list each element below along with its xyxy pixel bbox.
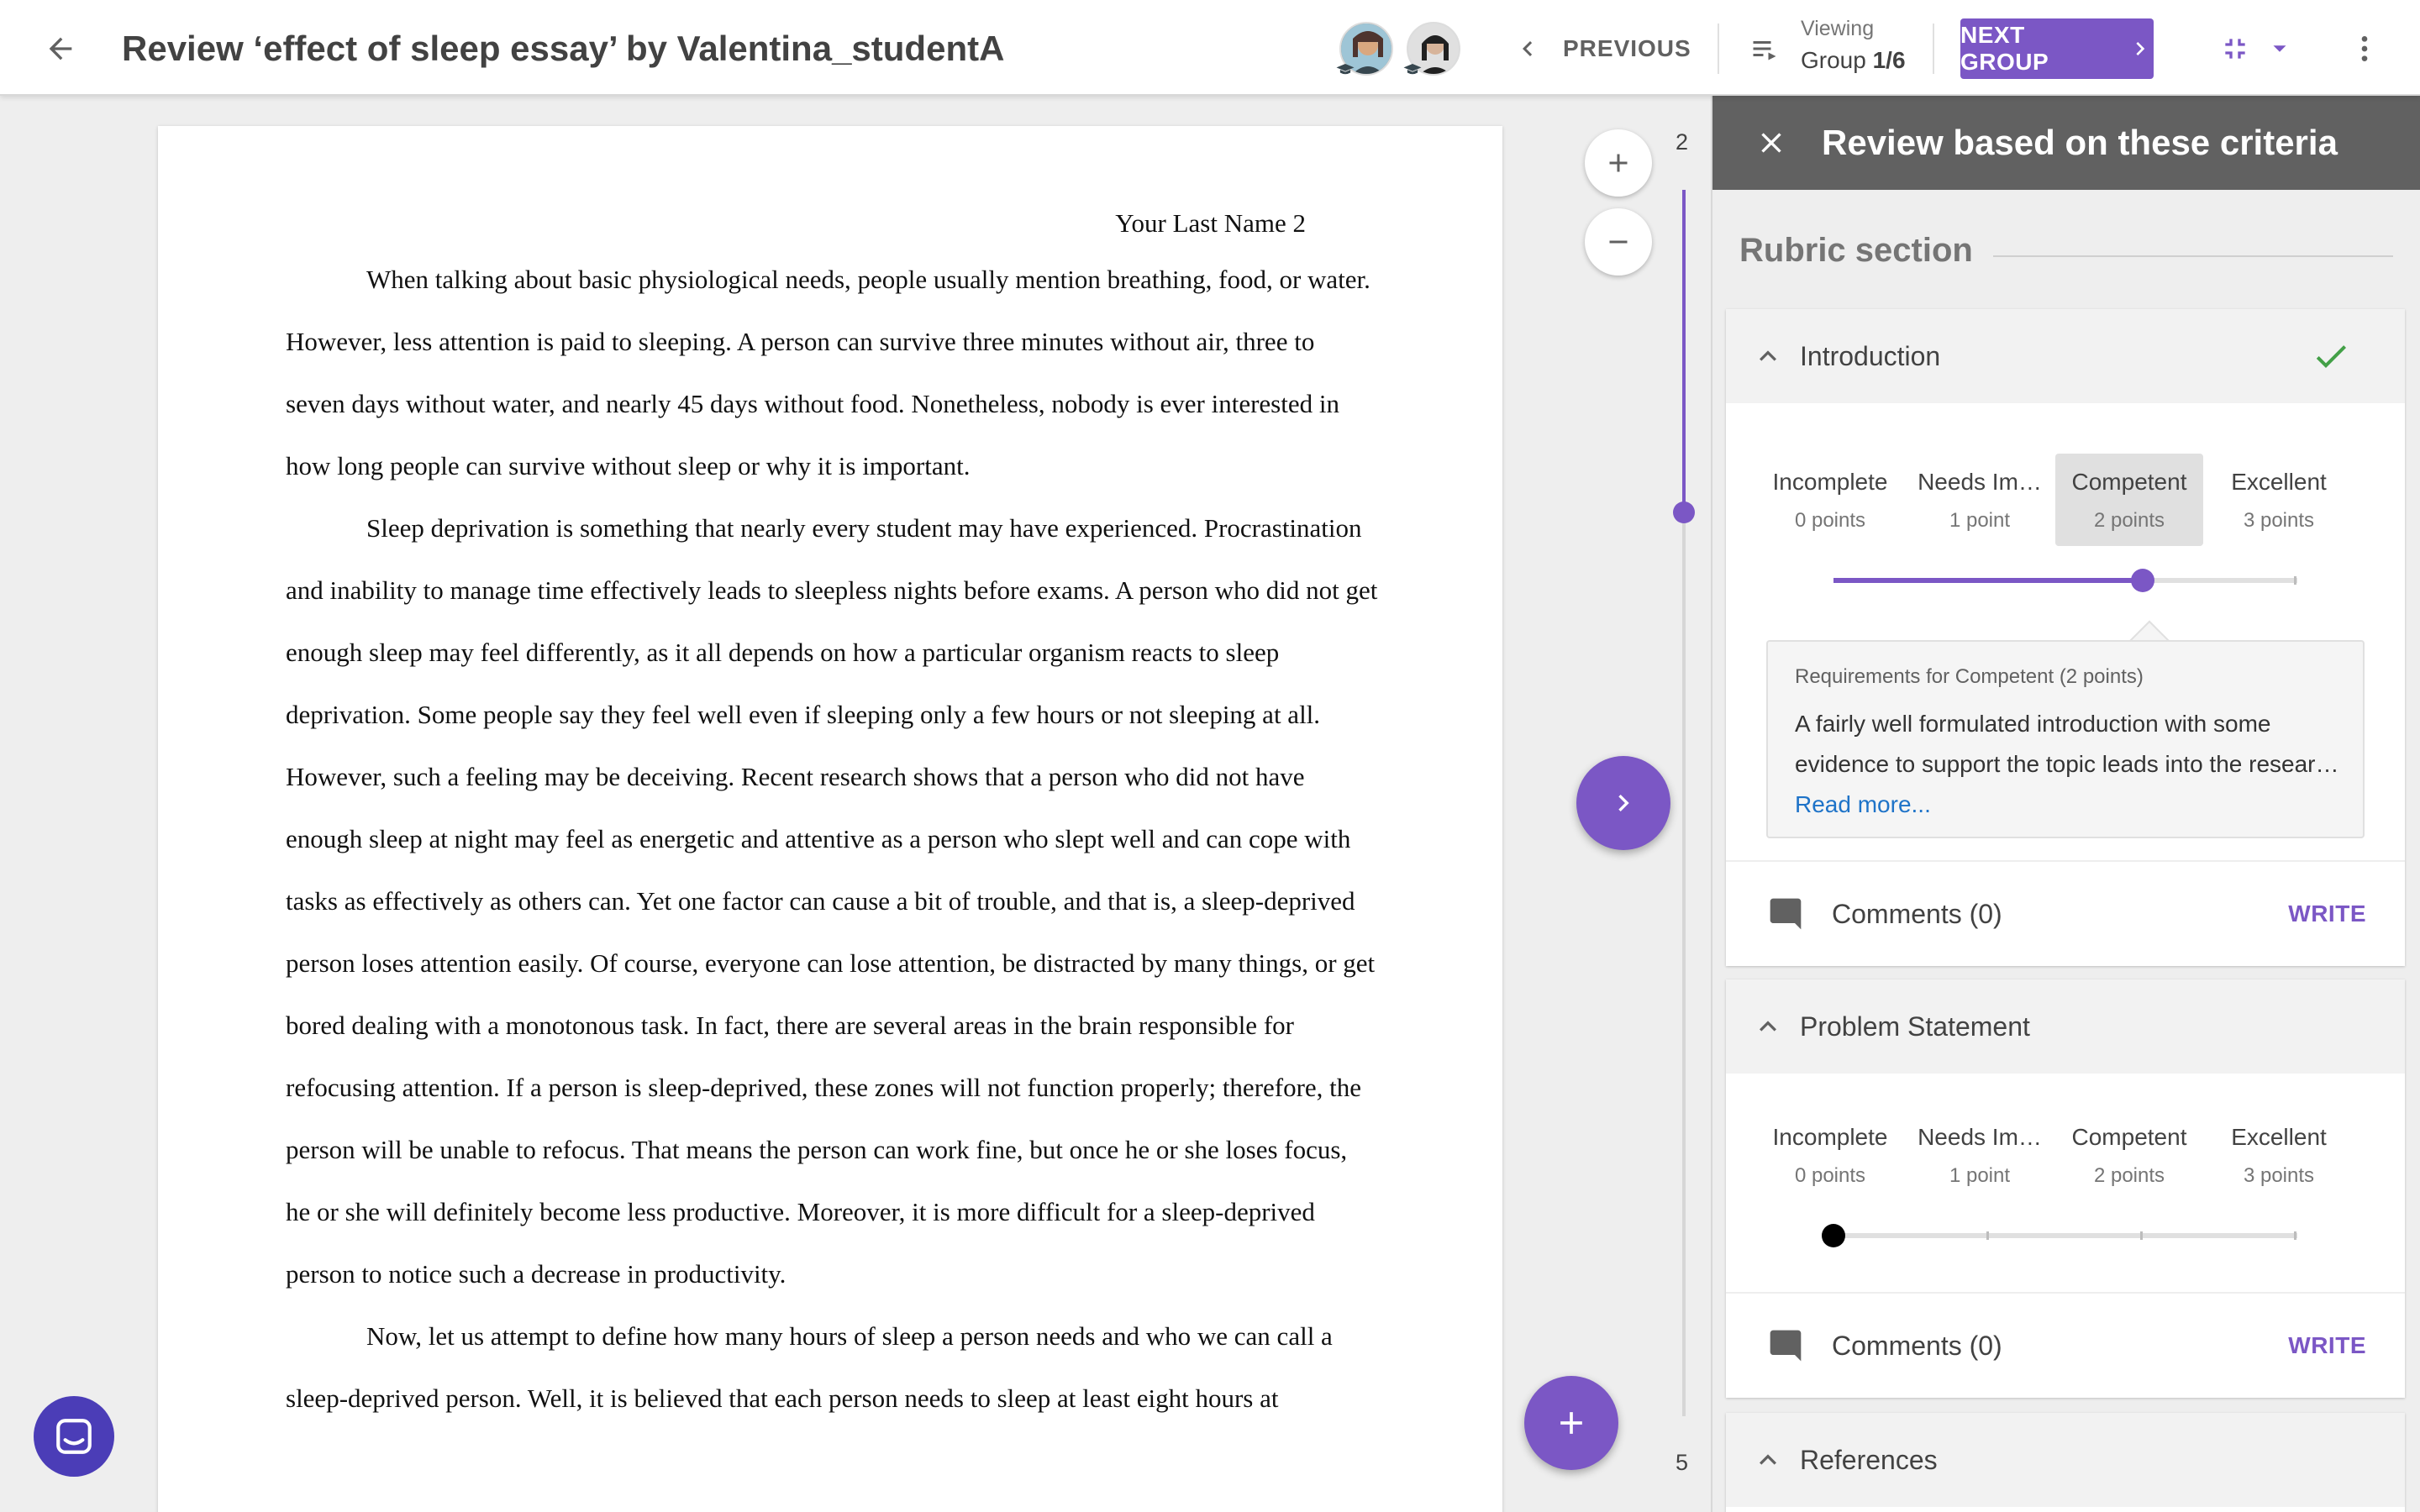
level-points: 2 points [2093, 509, 2165, 532]
paragraph: Sleep deprivation is something that nearly every student may have experienced. Procrastination and inability to manage time effectively leads to sleepless nights before exams. A person who did not get enough sleep may feel differently, as it all depends on how a particular organism reacts to sleep deprivation. Some people say they feel well even if sleeping only a few hours or not sleeping at all. However, such a feeling may be deceiving. Recent research shows that a person who did not have enough sleep at night may feel as energetic and attentive as a person who slept well and can cope with tasks as effectively as others can. Yet one factor can cause a bit of trouble, and that is, a sleep-deprived person loses attention easily. Of course, everyone can lose attention, be distracted by many things, or get bored dealing with a monotonous task. In fact, there are several areas in the brain responsible for refocusing attention. If a person is sleep-deprived, these zones will not function properly; therefore, the person will be unable to refocus. That means the person can work fine, but once he or she loses focus, he or she will definitely become less productive. Moreover, it is more difficult for a sleep-deprived person to notice such a decrease in productivity. [286, 513, 1378, 1289]
divider [1718, 24, 1719, 74]
minus-icon [1603, 227, 1634, 257]
requirements-box [1766, 640, 2365, 838]
viewing-group-value: 1/6 [1872, 47, 1906, 73]
list-icon [1749, 34, 1780, 64]
level-option[interactable] [2205, 1109, 2353, 1201]
current-page-number: 2 [1676, 129, 1689, 155]
slider-tick [2294, 1231, 2296, 1240]
level-option[interactable] [1906, 1109, 2054, 1201]
comment-icon [1766, 1327, 1805, 1364]
level-points: 3 points [2243, 509, 2315, 532]
next-page-button[interactable] [1576, 756, 1670, 850]
criterion-header[interactable] [1726, 979, 2405, 1074]
criterion-card-references [1726, 1413, 2405, 1512]
more-vert-icon [2348, 32, 2381, 66]
document-body [286, 249, 1378, 1430]
level-points: 1 point [1949, 1164, 2011, 1187]
chevron-up-icon [1751, 1010, 1785, 1043]
level-name: Needs Im… [1918, 469, 2042, 495]
level-points: 0 points [1794, 1164, 1866, 1187]
score-slider-fill [1833, 578, 2143, 583]
comment-icon [1766, 895, 1805, 932]
requirements-title: Requirements for Competent (2 points) [1795, 665, 2144, 688]
slider-tick [2140, 1231, 2143, 1240]
level-points: 2 points [2093, 1164, 2165, 1187]
last-page-number: 5 [1676, 1450, 1689, 1475]
comments-label: Comments (0) [1832, 899, 2002, 929]
level-option[interactable] [1906, 454, 2054, 546]
comments-row [1726, 860, 2405, 964]
level-name: Excellent [2231, 1124, 2327, 1150]
level-points: 1 point [1949, 509, 2011, 532]
divider [1993, 255, 2393, 257]
page-scrollbar-thumb[interactable] [1673, 501, 1695, 523]
viewing-label: Viewing [1801, 17, 1875, 40]
fullscreen-exit-icon [2218, 32, 2252, 66]
level-name: Incomplete [1772, 1124, 1888, 1150]
write-comment-button[interactable]: WRITE [2288, 1332, 2366, 1358]
viewing-group-prefix: Group [1801, 47, 1866, 73]
criterion-title: Problem Statement [1800, 1011, 2030, 1042]
level-points: 3 points [2243, 1164, 2315, 1187]
chevron-up-icon [1751, 1443, 1785, 1477]
more-options-button[interactable] [2341, 25, 2388, 72]
criterion-title: Introduction [1800, 341, 1941, 371]
level-option[interactable] [2055, 1109, 2203, 1201]
previous-label: PREVIOUS [1563, 35, 1691, 61]
zoom-out-button[interactable] [1585, 208, 1652, 276]
viewing-group [1801, 47, 1906, 74]
rubric-panel [1711, 96, 2420, 1512]
page-title: Review ‘effect of sleep essay’ by Valentina_studentA [122, 29, 1005, 68]
level-option[interactable] [2205, 454, 2353, 546]
paragraph: Now, let us attempt to define how many hours of sleep a person needs and who we can call a sleep-deprived person. Well, it is believed that each person needs to sleep at least eight hours at [286, 1321, 1333, 1413]
fullscreen-exit-button[interactable] [2218, 30, 2302, 67]
next-group-label: NEXT GROUP [1960, 22, 2049, 75]
page-header-text: Your Last Name 2 [1115, 208, 1306, 238]
criterion-card-introduction [1726, 309, 2405, 966]
divider [1933, 24, 1934, 74]
chevron-right-icon [2127, 34, 2154, 63]
graduation-cap-icon [1403, 64, 1422, 76]
check-icon [2311, 336, 2351, 376]
level-option-selected[interactable] [2055, 454, 2203, 546]
plus-icon [1553, 1404, 1590, 1441]
requirements-text: A fairly well formulated introduction with some evidence to support the topic leads into the resear… [1795, 711, 2339, 777]
chevron-left-icon [1512, 34, 1543, 64]
slider-tick [1986, 1231, 1989, 1240]
rubric-section-label: Rubric section [1739, 232, 1973, 269]
level-option[interactable] [1756, 1109, 1904, 1201]
chat-icon [53, 1415, 95, 1457]
comments-label: Comments (0) [1832, 1331, 2002, 1361]
back-button[interactable] [30, 18, 91, 79]
level-name: Needs Im… [1918, 1124, 2042, 1150]
level-option[interactable] [1756, 454, 1904, 546]
criterion-title: References [1800, 1445, 1938, 1475]
score-slider-thumb[interactable] [1822, 1224, 1845, 1247]
close-icon [1754, 126, 1788, 160]
criterion-header[interactable] [1726, 1413, 2405, 1507]
criterion-header[interactable] [1726, 309, 2405, 403]
add-comment-button[interactable] [1524, 1376, 1618, 1470]
chevron-up-icon [1751, 339, 1785, 373]
close-panel-button[interactable] [1748, 119, 1795, 166]
page-scrollbar-fill [1682, 190, 1686, 512]
avatar-student[interactable] [1339, 22, 1395, 77]
document-viewer [0, 96, 1711, 1512]
comments-row [1726, 1292, 2405, 1396]
chat-support-button[interactable] [34, 1396, 114, 1477]
level-name: Competent [2071, 1124, 2187, 1150]
rubric-panel-header [1712, 96, 2420, 190]
rubric-panel-title: Review based on these criteria [1822, 123, 2338, 162]
document-page [158, 126, 1502, 1512]
chevron-right-icon [1607, 786, 1640, 820]
level-name: Incomplete [1772, 469, 1888, 495]
plus-icon [1603, 148, 1634, 178]
level-points: 0 points [1794, 509, 1866, 532]
next-group-button[interactable] [1960, 18, 2154, 79]
paragraph: When talking about basic physiological needs, people usually mention breathing, food, or water. However, less attention is paid to sleeping. A person can survive three minutes without air, three to seven days without water, and nearly 45 days without food. Nonetheless, nobody is ever interested in how long people can survive without sleep or why it is important. [286, 265, 1370, 480]
arrow-back-icon [44, 32, 77, 66]
avatar-reviewer[interactable] [1407, 22, 1462, 77]
criterion-card-problem-statement [1726, 979, 2405, 1398]
graduation-cap-icon [1336, 64, 1355, 76]
score-slider-thumb[interactable] [2131, 569, 2154, 592]
slider-tick [2294, 576, 2296, 585]
write-comment-button[interactable]: WRITE [2288, 900, 2366, 927]
level-name: Competent [2071, 469, 2187, 495]
zoom-in-button[interactable] [1585, 129, 1652, 197]
read-more-link[interactable]: Read more... [1795, 791, 1931, 817]
level-name: Excellent [2231, 469, 2327, 495]
caret-down-icon [2267, 36, 2292, 61]
score-slider-track[interactable] [1833, 1233, 2297, 1238]
top-bar [0, 0, 2420, 96]
previous-button[interactable] [1512, 22, 1691, 76]
